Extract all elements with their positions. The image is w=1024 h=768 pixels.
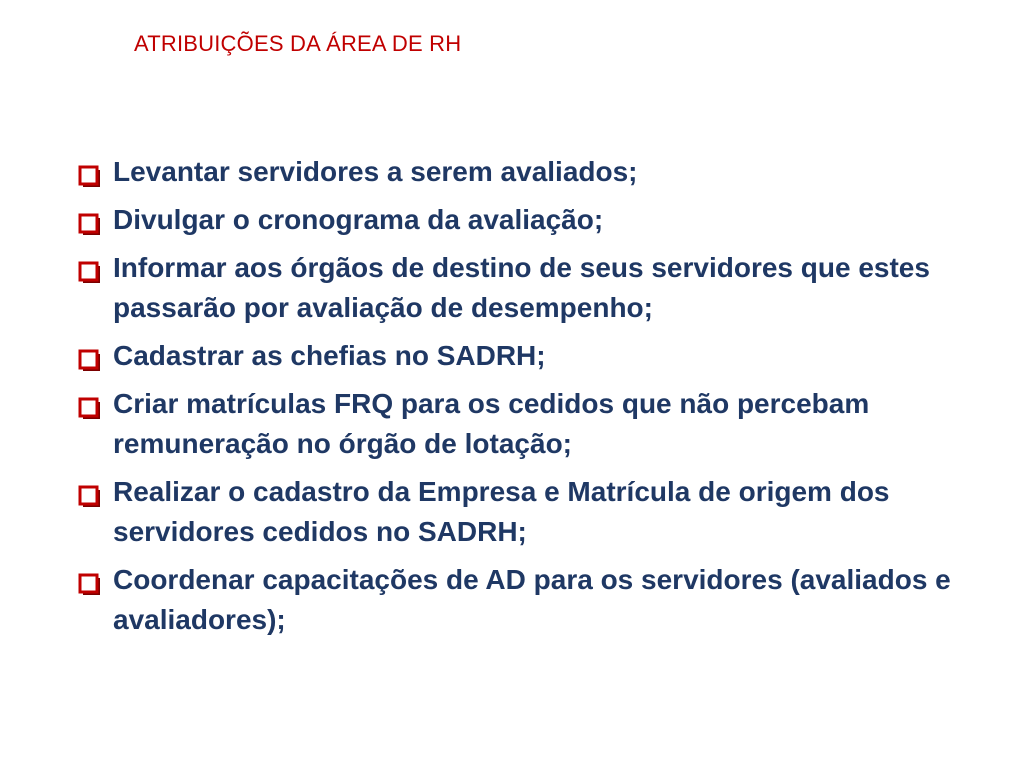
bullet-item xyxy=(76,560,981,640)
bullet-item xyxy=(76,152,981,192)
checkbox-icon xyxy=(78,573,102,597)
checkbox-icon xyxy=(78,397,102,421)
checkbox-icon xyxy=(78,165,102,189)
bullet-text: Realizar o cadastro da Empresa e Matrícula de origem dos servidores cedidos no SADRH; xyxy=(113,476,890,547)
checkbox-icon xyxy=(78,349,102,373)
bullet-text: Levantar servidores a serem avaliados; xyxy=(113,156,638,187)
bullet-item xyxy=(76,336,981,376)
bullet-text: Coordenar capacitações de AD para os servidores (avaliados e avaliadores); xyxy=(113,564,951,635)
bullet-item xyxy=(76,200,981,240)
bullet-text: Criar matrículas FRQ para os cedidos que não percebam remuneração no órgão de lotação; xyxy=(113,388,870,459)
bullet-text: Cadastrar as chefias no SADRH; xyxy=(113,340,546,371)
bullet-item xyxy=(76,248,981,328)
checkbox-icon xyxy=(78,261,102,285)
bullet-list xyxy=(76,152,981,648)
checkbox-icon xyxy=(78,213,102,237)
bullet-item xyxy=(76,384,981,464)
slide-title: ATRIBUIÇÕES DA ÁREA DE RH xyxy=(134,31,462,56)
checkbox-icon xyxy=(78,485,102,509)
bullet-item xyxy=(76,472,981,552)
bullet-text: Informar aos órgãos de destino de seus servidores que estes passarão por avaliação de desempenho; xyxy=(113,252,930,323)
bullet-text: Divulgar o cronograma da avaliação; xyxy=(113,204,604,235)
